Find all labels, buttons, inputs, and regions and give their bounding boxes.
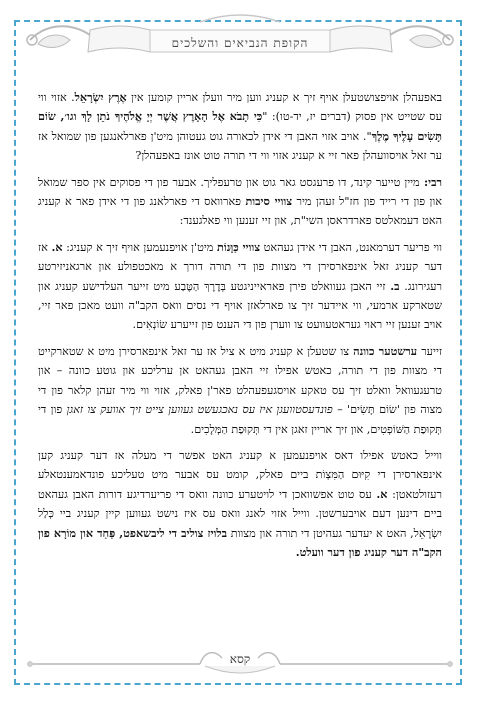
text-run: פון די תְּקוּפַת הַשּׁוֹפְטִים, און זיך אריין זאגן אין די תְּקוּפַת הַמְּלָכִים. (38, 403, 442, 436)
paragraph-5 (38, 446, 442, 562)
text-run: מיט'ן אויפנעמען אויף זיך א קעניג: (62, 240, 218, 254)
paragraph-3 (38, 238, 442, 335)
text-run: באפעהלן אויפצושטעלן אויף זיך א קעניג ווען מיר וועלן אריין קומען אין (126, 91, 442, 104)
text-run: צוויי כַּוָּנוֹת (217, 239, 261, 254)
text-run: ווי פריער דערמאנט, האבן די אידן געהאט (260, 240, 442, 254)
text-run: אֶרֶץ יִשְׂרָאֵל (74, 90, 127, 104)
paragraph-4 (38, 342, 442, 439)
text-run: ווייל כאטש אפילו דאס אויפנעמען א קעניג האט אפשר די מעלה אז דער קעניג קען אינפארסירן די קִיּוּם הַמִּצְוֹת ביים פאלק, קומט עס אבער מיט טעליכע פונדאמענטאלע רעזולטאטן: (38, 448, 442, 501)
text-run: עס טוט אפשוואכן די לויטערע כוונה וואס די פריערדיגע דורות האבן געהאט ביים דינען דעם אויבערשטן. ווייל אזוי לאנג וואס עס איז נישט געווען קיין קעניג ביי כְּלַל יִשְׂרָאֵל, האט א יעדער געהיטן די תורה און מצוות (38, 487, 442, 540)
text-run: א. (376, 486, 388, 501)
text-run: מיין טייער קינד, דו פרעגסט גאר גוט און טרעפליך. אבער פון די פסוקים אין ספר שמואל און פון די רייד פון חז"ל זעהן מיר (38, 175, 442, 209)
text-run: פארוואס די פארלאנג פון די אידן פאר א קעניג האט דעמאלטס פארדראסן השי"ת, און זיי זענען ווי פאלגענד: (38, 195, 442, 228)
paragraph-2 (38, 173, 442, 231)
text-run: אז דער קעניג זאל אינפארסירן די מצוות פון די תורה דורך א מאכטפולע און ארגאניזירטע רעגירונג. (38, 240, 442, 293)
text-run: ב. (390, 278, 400, 293)
text-run: כִּי תָבֹא אֶל הָאָרֶץ אֲשֶׁר יְיָ אֱלֹהֶיךָ נֹתֵן לָךְ וגו׳, שׂוֹם תָּשִׂים עָלֶיךָ מֶלֶךְ (38, 109, 442, 143)
header-ornament (0, 0, 480, 70)
text-run: זיי האבן געוואלט פירן פאראייניגטע בְּדֶרֶךְ הַטֶּבַע מיט זייער העלדישע קעניג און שטארקע ארמעי, ווי איידער זיך צו פארלאזן אויף די נסים וואס הקב"ה וועט מאכן פאר זיי, אויב זענען זיי ראוי געראטעוועט צו ווערן פון די הענט פון זייערע שׂוֹנְאִים. (38, 279, 442, 332)
text-run: א. (51, 239, 63, 254)
text-run: בלויז צוליב די ליבשאפט, פַּחַד און מוֹרָא פון הקב"ה דער קעניג פון דער וועלט. (38, 525, 442, 559)
text-run: ערשטער כוונה (353, 343, 418, 358)
text-run: פונדעסטוועגן איז עס נאכגעשט געווען צייט זיך אוועק צו זאגן (66, 403, 333, 417)
text-run: ". אויב אזוי האבן די אידן לכאורה גוט געטוהן מיט'ן פארלאנגען פון שמואל אז ער זאל אויסוועהלן פאר זיי א קעניג אזוי ווי די תורה טוט אונז באפעהלן? (38, 129, 442, 163)
text-run: רבי: (419, 174, 442, 189)
text-run: זייער (417, 344, 442, 358)
paragraph-1 (38, 88, 442, 166)
body-text (38, 88, 442, 633)
text-run: צו שטעלן א קעניג מיט א ציל אז ער זאל אינפארסירן מיט א שטארקייט די מצוות פון די תורה, כאטש אפילו זיי האבן געהאט אן ערליכע און גוטע כוונה – און טרעגעוואל וואלט זיך עס טאקע אויסגעפעהלט פאר'ן פאלק, אזוי ווי מיר זעהן קלאר פון די מצוה פון 'שׂוֹם תָּשִׂים' – (38, 344, 442, 417)
header-title: הקופת הנביאים והשלכים (171, 36, 309, 50)
text-run: צוויי סיבות (245, 194, 293, 209)
text-run: . אזוי ווי עס שטייט אין פסוק (דברים יז, יד-טו): " (38, 91, 442, 124)
page-number: קסא (229, 652, 251, 666)
